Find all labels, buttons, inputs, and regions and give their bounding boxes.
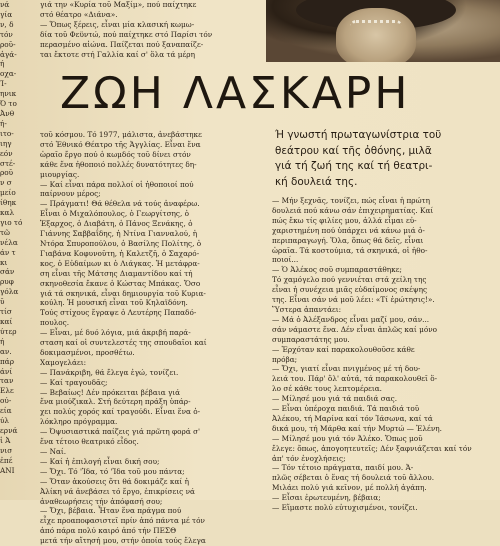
text-line: λειά του. Πάρ' ὅλ' αὐτά, τά παρακολουθεῖ ὅ- (272, 374, 438, 384)
text-line: ση εἶναι τῆς Μάτσης Διαμαντίδου καί τή (40, 268, 193, 278)
text-line: — Ἐρχόταν καί παρακολουθοῦσε κάθε (272, 344, 415, 354)
text-line: — Μίλησέ μου γιά τά παιδιά σας. (272, 394, 398, 404)
article-subtitle (275, 128, 497, 190)
text-fragment: ροῦ (0, 168, 14, 178)
text-line: ἕνα τέτοιο θεατρικό εἶδος. (40, 437, 139, 447)
text-line: — Πράγματι! Θά θέθελα νά τούς ἀναφέρω. (40, 199, 200, 209)
text-line: σκηνοθεσία ἔκανε ὁ Κώστας Μπάκας. Ὅσο (40, 278, 201, 288)
text-line: πλῶς σέβεται ὁ ἕνας τή δουλειά τοῦ ἄλλου. (272, 473, 435, 483)
text-line: γιά την «Κυρία τοῦ Μαξίμ», πού παίχτηκε (40, 0, 197, 9)
text-line: — Ὀψυσιαστικά παίζεις γιά πρῶτη φορά σ' (40, 427, 201, 437)
subtitle-line: γιά τή ζωή της καί τή θεατρι- (275, 160, 433, 172)
text-fragment: ν σ (0, 178, 12, 188)
text-fragment: Ί- (0, 79, 7, 89)
text-line: — Εἶναι ὑπέροχα παιδιά. Τά παιδιά τοῦ (272, 404, 420, 414)
text-fragment: νισ (0, 445, 13, 455)
text-fragment: ρυφ (0, 277, 14, 287)
text-line: — Ὁ Ἀλέκος σοῦ συμπαραστάθηκε; (272, 265, 402, 275)
text-line: — Ὄχι, γιατί εἶναι πνιγμένος μέ τή δου- (272, 364, 421, 374)
text-line: δία τοῦ Φεϋντώ, πού παίχτηκε στό Παρίσι τόν (40, 29, 213, 39)
text-line: — Καί ἡ ἐπιλογή εἶναι δική σου; (40, 456, 160, 466)
text-fragment: οχα- (0, 69, 17, 79)
text-line: Χαμογελάει: (40, 357, 87, 367)
text-line: — Ὅταν ἀκούσεις ὅτι θά δοκιμάζε καί ἡ (40, 476, 189, 486)
text-line: Τό χαμόγελο πού γεννιέται στά χείλη της (272, 275, 427, 285)
text-line: εἶχε προαποφασιστεῖ πρίν ἀπό πάντα μέ τόν (40, 516, 205, 526)
text-line: ἕνα μιούζικαλ. Στή δεύτερη πράξη ὑπάρ- (40, 397, 191, 407)
text-fragment: ἱ Ἀ (0, 435, 11, 445)
text-fragment: ή (0, 336, 5, 346)
text-fragment: ή (0, 59, 5, 69)
text-line: συμπαραστάτης μου. (272, 334, 350, 344)
text-line: δικά μου, τή Μάρθα καί τήν Μυρτώ — Ἑλένη. (272, 423, 442, 433)
article-title: ΖΩΗ ΛΑΣΚΑΡΗ (60, 68, 411, 119)
text-fragment: Ό το (0, 99, 17, 109)
text-line: — Εἶσαι ἐρωτευμένη, βέβαια; (272, 493, 381, 503)
text-line: χει πολύς χορός καί τραγούδι. Εἶναι ἕνα ὁ- (40, 407, 201, 417)
text-line: ἀπ' τόν ἐνοχλήσεις; (272, 453, 346, 463)
text-fragment: νέλα (0, 237, 18, 247)
text-fragment: κι (0, 257, 8, 267)
text-line: — Βεβαίως! Δέν πρόκειται βέβαια γιά (40, 387, 181, 397)
text-fragment: ΑΝΙ (0, 465, 15, 475)
text-line: Ἀλίκη νά ἀνεβάσει τό ἔργο, ἐπικρίσεις νά (40, 486, 195, 496)
text-line: — Μίλησέ μου γιά τόν Ἀλέκο. Ὅπως μοῦ (272, 433, 423, 443)
text-line: χαριστημένη πού ὑπάρχει νά κάνω μιά ὁ- (272, 225, 425, 235)
subtitle-line: κή δουλειά της. (275, 175, 358, 188)
text-line: παίρνουν μέρος; (40, 189, 101, 199)
text-fragment: γόλα (0, 287, 19, 297)
text-line: στό θέατρο «Διάνα». (40, 9, 118, 19)
text-line: πρόβα; (272, 354, 298, 364)
text-line: — Πανάκριβη, θά ἔλεγα ἐγώ, τονίζει. (40, 367, 179, 377)
text-line: Γιαβάνα Κοφυνοῦτη, ἡ Καλετζῆ, ὁ Σαχαρό- (40, 248, 200, 258)
text-fragment: άνί (0, 366, 13, 376)
text-line: πουλος. (40, 318, 70, 328)
subtitle-line: Ή γνωστή πρωταγωνίστρια τοῦ (275, 129, 442, 141)
text-line: — Ναί. (40, 447, 67, 456)
text-line: σταση καί οἱ συντελεστές της σπουδαῖοι καί (40, 338, 207, 348)
text-fragment: ίθηκ (0, 198, 17, 208)
text-line: δουλειά πού κάνω σάν ἐπιχειρηματίας. Καί (272, 205, 434, 215)
text-fragment: τίσ (0, 307, 12, 317)
text-fragment: τῶ (0, 227, 10, 237)
article-column-2 (272, 196, 498, 513)
text-line: εἶναι ἡ συνέχεια μιᾶς εὐδαίμονος σκέψης (272, 285, 428, 295)
text-line: Εἶναι ὁ Μιχαλόπουλος, ὁ Γεωργίτσης, ὁ (40, 209, 190, 219)
text-fragment: καί (0, 317, 13, 326)
text-line: λο σέ κάθε τους λεπτομέρεια. (272, 384, 383, 394)
text-fragment: γία (0, 9, 13, 19)
text-line: — Ὄχι, βέβαια. Ἦταν ἕνα πράγμα πού (40, 506, 182, 516)
text-line: — Τόν τέτοιο πράγματα, παιδί μου. Ἀ- (272, 463, 414, 473)
text-fragment: εόν (0, 148, 13, 158)
text-line: γιά τά σκηνικά, εἶναι δημιουργία τοῦ Κυρια- (40, 288, 206, 298)
text-fragment: αν. (0, 346, 12, 356)
text-fragment: Ἀνθ (0, 108, 15, 118)
text-line: περασμένο αἰώνα. Παίζεται πού ξαναπαίζε- (40, 39, 204, 49)
text-fragment: Ελε (0, 386, 14, 396)
text-line: δοκιμασμένοι, προσθέτω. (40, 347, 135, 357)
text-line: Μιλάει πολύ γιά κεῖνον, μέ πολλή ἀγάπη. (272, 483, 427, 493)
text-line: κος, ὁ Εὐδαίμων κι ὁ Λιάγκας. Ἡ μετάφρα- (40, 258, 200, 268)
text-fragment: εία (0, 406, 12, 416)
text-line: σάν νάμαστε ἕνα. Δέν εἶναι ἁπλῶς καί μόνο (272, 324, 438, 334)
text-line: κάθε ἕνα ἠθοποιό πολλές δυνατότητες δη- (40, 159, 197, 169)
text-line: της. Εἶναι σάν νά μοῦ λέει: «Τί ἐρώτησις!». (272, 295, 435, 305)
text-fragment: ού- (0, 396, 12, 406)
text-fragment: καλ (0, 208, 15, 218)
text-fragment: ύτερ (0, 326, 17, 336)
text-fragment: πάρ (0, 356, 15, 366)
text-line: τοῦ κόσμου. Τό 1977, μάλιστα, ἀνεβάστηκε (40, 130, 202, 139)
text-line: Τούς στίχους ἔγραψε ὁ Λευτέρης Παπαδό- (40, 308, 197, 318)
text-line: — Καί τραγουδᾶς; (40, 377, 108, 387)
text-fragment: μείο (0, 188, 16, 198)
text-line: Ντόρα Σπυροπούλου, ὁ Βασίλης Πολίτης, ὁ (40, 238, 202, 248)
text-fragment: ιτο- (0, 128, 14, 138)
text-fragment: στέ- (0, 158, 16, 168)
text-line: Ἐξαρχος, ὁ Διαβάτη, ὁ Πάνος Ξενάκης, ὁ (40, 219, 193, 229)
text-fragment: ἐπέ (0, 455, 13, 465)
subtitle-line: θεάτρου καί τῆς ὀθόνης, μιλᾶ (275, 144, 432, 157)
text-line: Ὕστερα ἀπαντάει: (272, 304, 342, 314)
left-column-fragments (0, 0, 30, 476)
text-line: μετά τήν αἴτησή μου, στήν ὁποία τούς ἔλεγα (40, 536, 206, 546)
portrait-photo (266, 0, 500, 62)
text-line: λόκληρο πρόγραμμα. (40, 417, 118, 427)
text-fragment: ροῦ- (0, 39, 16, 49)
text-fragment: ν, δ (0, 19, 14, 29)
article-column-1 (40, 130, 266, 546)
text-fragment: σάν (0, 267, 15, 277)
text-fragment: άν τ (0, 247, 16, 257)
text-line: Ἀλέκου, τή Μαρίνα καί τόν Ἰάσωνα, καί τά (272, 413, 433, 423)
text-line: Γιάννης Σαββαΐδης, ἡ Ντίνα Γιανναλού, ἡ (40, 229, 198, 239)
text-line: ἀπό πάρα πολύ καιρό ἀπό τήν ΠΕΣΘ (40, 526, 177, 536)
text-line: — Εἴμαστε πολύ εὐτυχισμένοι, τονίζει. (272, 503, 418, 513)
text-line: ται ἔκτοτε στή Γαλλία καί σ' ὅλα τά μέρη (40, 49, 195, 59)
text-line: ἔλεγε: ὄπως, ἀπογοητευτεῖς; Δέν ξαφνιάζεται καί τόν (272, 443, 472, 453)
text-line: — Μήν ξεχνᾶς, τονίζει, πώς εἶναι ἡ πρώτη (272, 196, 430, 205)
text-fragment: τόν (0, 29, 13, 39)
text-line: ἀναθεωρήσεις τήν ἀπόφασή σου; (40, 496, 163, 506)
text-fragment: ή- (0, 118, 7, 128)
text-fragment: νά (0, 0, 10, 9)
text-fragment: ταν (0, 376, 14, 386)
text-line: — Καί εἶναι πάρα πολλοί οἱ ἠθοποιοί πού (40, 179, 194, 189)
top-text-block (40, 0, 264, 59)
text-fragment: ἀγά- (0, 49, 17, 59)
text-line: στό Ἐθνικό Θέατρο τῆς Ἀγγλίας. Εἶναι ἔνα (40, 139, 201, 149)
text-fragment: ῦ (0, 297, 5, 307)
text-line: μιουργίας. (40, 169, 80, 179)
text-fragment: γιο τό (0, 217, 23, 227)
text-line: κούλη. Ἡ μουσική εἶναι τοῦ Κηλαϊδόνη. (40, 298, 188, 308)
text-line: — Μά ὁ Ἀλέξανδρος εἶναι μαζί μου, σάν... (272, 314, 430, 324)
text-line: ὡραῖο ἔργο πού ὁ κωμδός τοῦ δίνει στόν (40, 149, 191, 159)
text-line: ὡραῖα. Τά κοστούμια, τά σκηνικά, οἱ ἠθο- (272, 245, 428, 255)
text-line: ποιοί... (272, 255, 299, 265)
text-line: — Ὅπως ξέρεις, εἶναι μία κλασική κωμω- (40, 19, 195, 29)
text-line: — Εἶναι, μέ δυό λόγια, μιά ἀκριβή παρά- (40, 328, 191, 338)
text-line: πώς ἔκω τίς φιλίες μου, ἀλλά εἶμαι εὐ- (272, 215, 417, 225)
text-fragment: ύλ (0, 416, 10, 426)
text-line: περιπαραγωγή. Ὅλα, ὅπως θά δεῖς, εἶναι (272, 235, 424, 245)
text-fragment: ερνά (0, 425, 18, 435)
text-line: — Ὄχι. Τό 'Ἰδα, τό 'Ἰδα τοῦ μου πάντα; (40, 466, 185, 476)
text-fragment: ηνικ (0, 89, 17, 99)
text-fragment: ιηγ (0, 138, 12, 148)
